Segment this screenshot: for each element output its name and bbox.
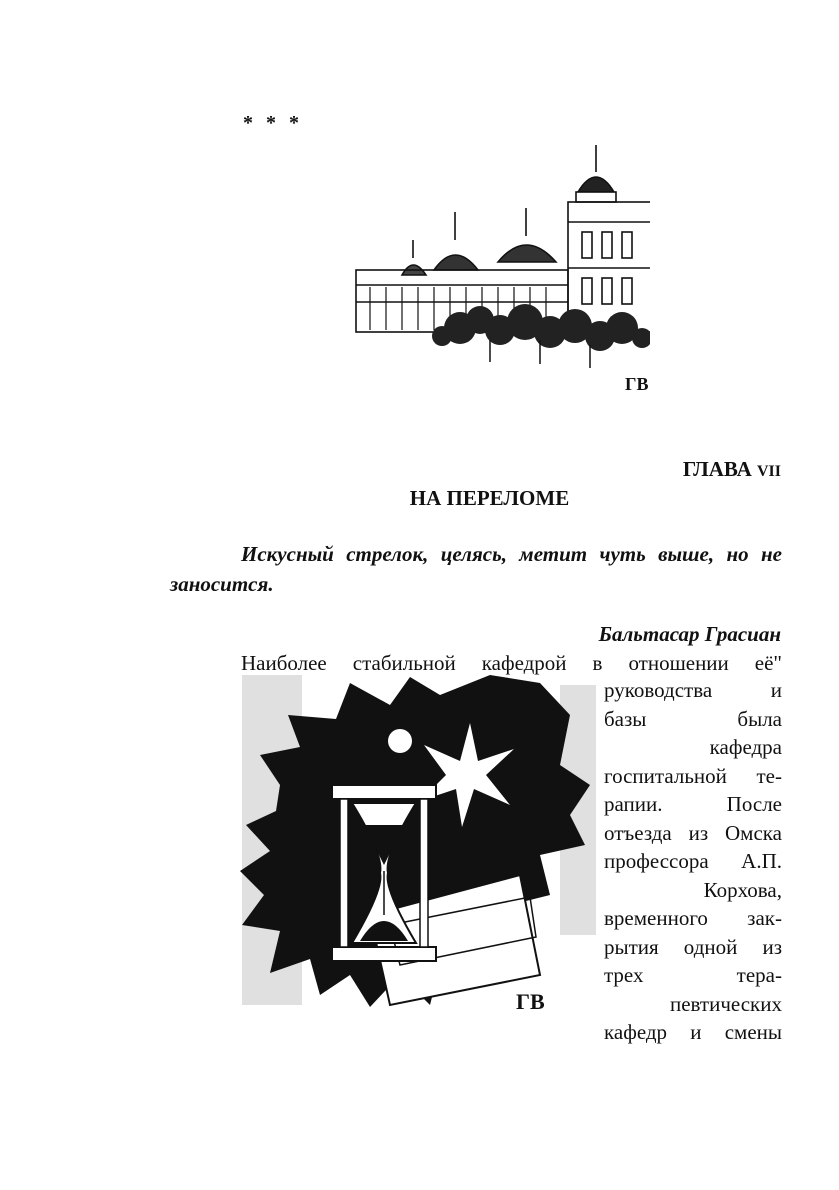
body-lead-line: Наиболее стабильной кафедрой в отношении её" <box>241 651 782 675</box>
body-column-line: профессора А.П. <box>604 849 782 873</box>
body-column-line: временного зак- <box>604 906 782 930</box>
hourglass-star-icon <box>240 675 598 1015</box>
chapter-title: НА ПЕРЕЛОМЕ <box>409 486 570 510</box>
body-column-line: Корхова, <box>703 877 782 902</box>
chapter-label: ГЛАВА <box>682 457 752 481</box>
body-column-line: певтических <box>669 991 782 1016</box>
section-ornament: * * * <box>243 112 303 134</box>
epigraph-author: Бальтасар Грасиан <box>598 622 781 646</box>
body-column-line: отъезда из Омска <box>604 820 782 845</box>
body-column-line: рытия одной из <box>604 934 782 959</box>
building-sketch-icon <box>350 140 650 395</box>
chapter-number: VII <box>756 463 781 480</box>
body-column-line: госпитальной те- <box>604 763 782 788</box>
body-column-line: трех тера- <box>604 963 782 987</box>
chapter-heading <box>683 457 781 482</box>
body-column-line: рапии. После <box>604 792 782 816</box>
body-column-line: руководства и <box>604 678 782 702</box>
body-column-line: кафедр и смены <box>604 1020 782 1044</box>
signature-mark: ГВ <box>625 374 649 394</box>
body-column-line: кафедра <box>709 735 782 759</box>
epigraph-text: Искусный стрелок, целясь, метит чуть выше, но не заносится. <box>170 542 782 596</box>
body-column-line: базы была <box>604 706 782 731</box>
signature-mark: ГВ <box>516 989 545 1014</box>
